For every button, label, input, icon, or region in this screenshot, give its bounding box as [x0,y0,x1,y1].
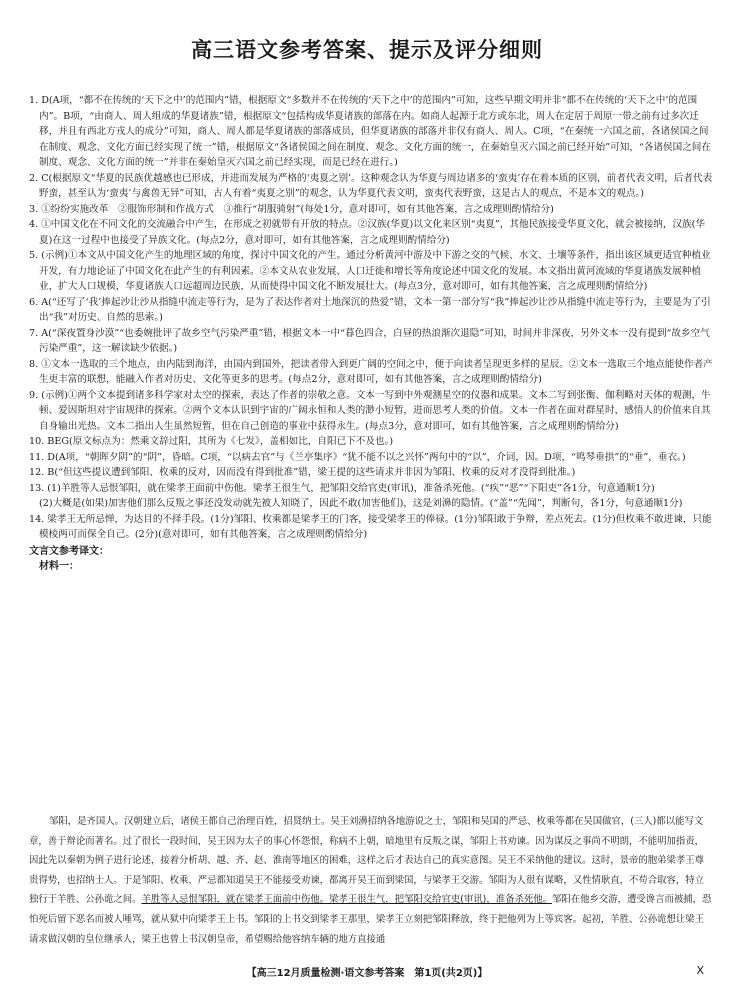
answer-item: 11. D(A项，“朝晖夕阴”的“阴”，昏暗。C项，“以病去官”与《兰亭集序》“犹不能不以之兴怀”两句中的“以”，介词，因。D项，“鸣琴垂拱”的“垂”，垂衣。) [29,451,686,463]
answer-item: 14. 梁孝王无所忌惮，为达目的不择手段。(1分)邹阳、枚乘都是梁孝王的门客，接受梁孝王的俸禄。(1分)邹阳敢于争辩，差点死去。(1分)但枚乘不敢进谏，只能模棱两可而保全自己。(2分)(意对即可，如有其他答案，言之成理则酌情给分) [29,513,712,540]
answer-list [29,93,713,575]
answer-item: 7. A(“深夜置身沙漠”“也委婉批评了故乡空气污染严重”错，根据文本一中“暮色四合，白昼的热浪渐次退隐”可知，时间并非深夜，另外文本一没有提到“故乡空气污染严重”，这一解读缺少依据。) [29,327,710,354]
answer-item: 13. (1)羊胜等人忌恨邹阳，就在梁孝王面前中伤他。梁孝王很生气，把邹阳交给官吏(审讯)，准备杀死他。(“疾”“恶”“下阳吏”各1分，句意通顺1分) [29,482,655,494]
page-title: 高三语文参考答案、提示及评分细则 [191,38,543,62]
translation-underlined: 羊胜等人忌恨邹阳，就在梁孝王面前中伤他。梁孝王很生气，把邹阳交给官吏(审讯)，准备杀死他。 [141,894,552,906]
answer-item: 1. D(A项，“都不在传统的‘天下之中’的范围内”错，根据原文“多数并不在传统的‘天下之中’的范围内”可知，这些早期文明并非“都不在传统的‘天下之中’的范围内”。B项，“由商人、周人组成的华夏诸族”错，根据原文“包括构成华夏诸族的部落在内。如商人起源于北方或东北，周人在定居于周原一带之前有过多次迁移，并且有西北方戎人的成分”可知，商人、周人都是华夏诸族的部落成员，但华夏诸族的部落并非仅有商人、周人。C项，“在秦统一六国之前，各诸侯国之间在制度、观念、文化方面已经实现了统一”错，根据原文“各诸侯国之间在制度、观念、文化方面的统一，在秦始皇灭六国之前已经开始”可知，“各诸侯国之间在制度、观念、文化方面的统一”并非在秦始皇灭六国之前已经实现，而是已经在进行。) [29,95,711,168]
answer-item: 6. A(“还写了‘我’捧起沙让沙从指缝中流走等行为，是为了表达作者对土地深沉的热爱”错，文本一第一部分写“我”捧起沙让沙从指缝中流走等行为，主要是为了引出“我”对历史、自然的思索。) [29,296,711,323]
translation-text [29,812,713,949]
section-heading: 文言文参考译文： [29,545,109,557]
answer-item: (2)大概是(如果)加害他们那么反叛之事还没发动就先被人知晓了，因此不敢(加害他们)，这是刘濞的隐情。(“盖”“先闻”，判断句，各1分，句意通顺1分) [39,498,683,509]
answer-item: 5. (示例)①本文从中国文化产生的地理区域的角度，探讨中国文化的产生。通过分析黄河中游及中下游之交的气候、水文、土壤等条件，指出该区域更适宜种植业开发，有力地论证了中国文化在此产生的有利因素。②本文从农业发展、人口迁徙和增长等角度论述中国文化的发展。本文指出黄河流域的华夏诸族发展种植业，扩大人口规模，华夏诸族人口远超周边民族，从而使得中国文化不断发展壮大。(每点3分，意对即可，如有其他答案，言之成理则酌情给分) [29,250,711,292]
answer-item: 8. ①文本一选取的三个地点，由内陆到海洋，由国内到国外，把读者带入到更广阔的空间之中，便于向读者呈现更多样的星辰。②文本一选取三个地点能使作者产生更丰富的联想，能融入作者对历史、文化等更多的思考。(每点2分，意对即可，如有其他答案，言之成理则酌情给分) [29,358,713,385]
page-footer: 【高三12月质量检测·语文参考答案 第1页(共2页)】 [246,968,488,979]
translation-part: 邹阳，是齐国人。汉朝建立后，诸侯王都自己治理百姓，招贤纳士。吴王刘濞招纳各地游说之士，邹阳和吴国的严忌、枚乘等都在吴国做官，(三人)都以能写文章，善于辩论而著名。过了很长一段时间，吴王因为太子的事心怀怨恨，称病不上朝，暗地里有反叛之谋，邹阳上书劝谏。因为谋反之事尚不明朗，不能明加指责，因此先以秦朝为例子进行论述，接着分析胡、越、齐、赵、淮南等地区的困难，这样之后才表达自己的真实意图。吴王不采纳他的建议。这时，景帝的胞弟梁孝王尊贵得势，也招纳士人。于是邹阳、枚乘、严忌都知道吴王不能接受劝谏，都离开吴王而到梁国，与梁孝王交游。邹阳为人很有谋略，又性情耿直，不苟合取容，特立独行于羊胜、公孙诡之间。 [29,816,705,906]
answer-item: 2. C(根据原文“华夏的民族优越感也已形成，并进而发展为严格的‘夷夏之别’。这种观念认为华夏与周边诸多的‘蛮夷’存在着本质的区别，前者代表文明，后者代表野蛮，甚至认为‘蛮夷’与禽兽无异”可知，古人有着“夷夏之别”的观念，认为华夏代表文明，蛮夷代表野蛮，这是古人的观点，不是本文的观点。) [29,172,713,199]
answer-item: 12. B(“但这些提议遭到邹阳、枚乘的反对，因而没有得到批准”错，梁王提的这些请求并非因为邹阳、枚乘的反对才没得到批准。) [29,467,576,478]
page-mark: X [696,964,704,977]
answer-item: 4. ①中国文化在不同文化的交流融合中产生，在形成之初就带有开放的特点。②汉族(华夏)以文化来区别“夷夏”，其他民族接受华夏文化，就会被接纳，汉族(华夏)在这一过程中也接受了异族文化。(每点2分，意对即可，如有其他答案，言之成理则酌情给分) [29,219,706,246]
answer-item: 10. BEG(原文标点为：然乘文辞过阳，其所为《七发》，盖相如比，自阳已下不及也。) [29,436,394,447]
answer-item: 9. (示例)①两个文本提到诸多科学家对太空的探索，表达了作者的崇敬之意。文本一写到中外观测星空的仪器和成果。文本二写到张衡、伽利略对天体的观测，牛顿、爱因斯坦对宇宙规律的探索。②两个文本认识到宇宙的广阔永恒和人类的渺小短暂，进而思考人类的价值。文本一作者在面对群星时，感悟人的价值来自其自身输出光热。文本二指出人生虽然短暂，但在自己创造的事业中获得永生。(每点3分，意对即可，如有其他答案，言之成理则酌情给分) [29,389,711,432]
material-label: 材料一： [39,561,79,572]
answer-item: 3. ①纷纷实施改革 ②服饰形制和作战方式 ③推行“胡服骑射”(每处1分，意对即可，如有其他答案，言之成理则酌情给分) [29,203,554,215]
translation-part: 邹阳在他乡交游，遭受谗言而被捕，恐怕死后留下恶名而被人唾骂，就从狱中向梁孝王上书。邹阳的上书交到梁孝王那里，梁孝王立刻把邹阳释放，终于把他列为上等宾客。起初，羊胜、公孙诡想让梁王请求做汉朝的皇位继承人，梁王也曾上书汉朝皇帝，希望赐给他容纳车辆的地方直接通 [29,894,712,945]
